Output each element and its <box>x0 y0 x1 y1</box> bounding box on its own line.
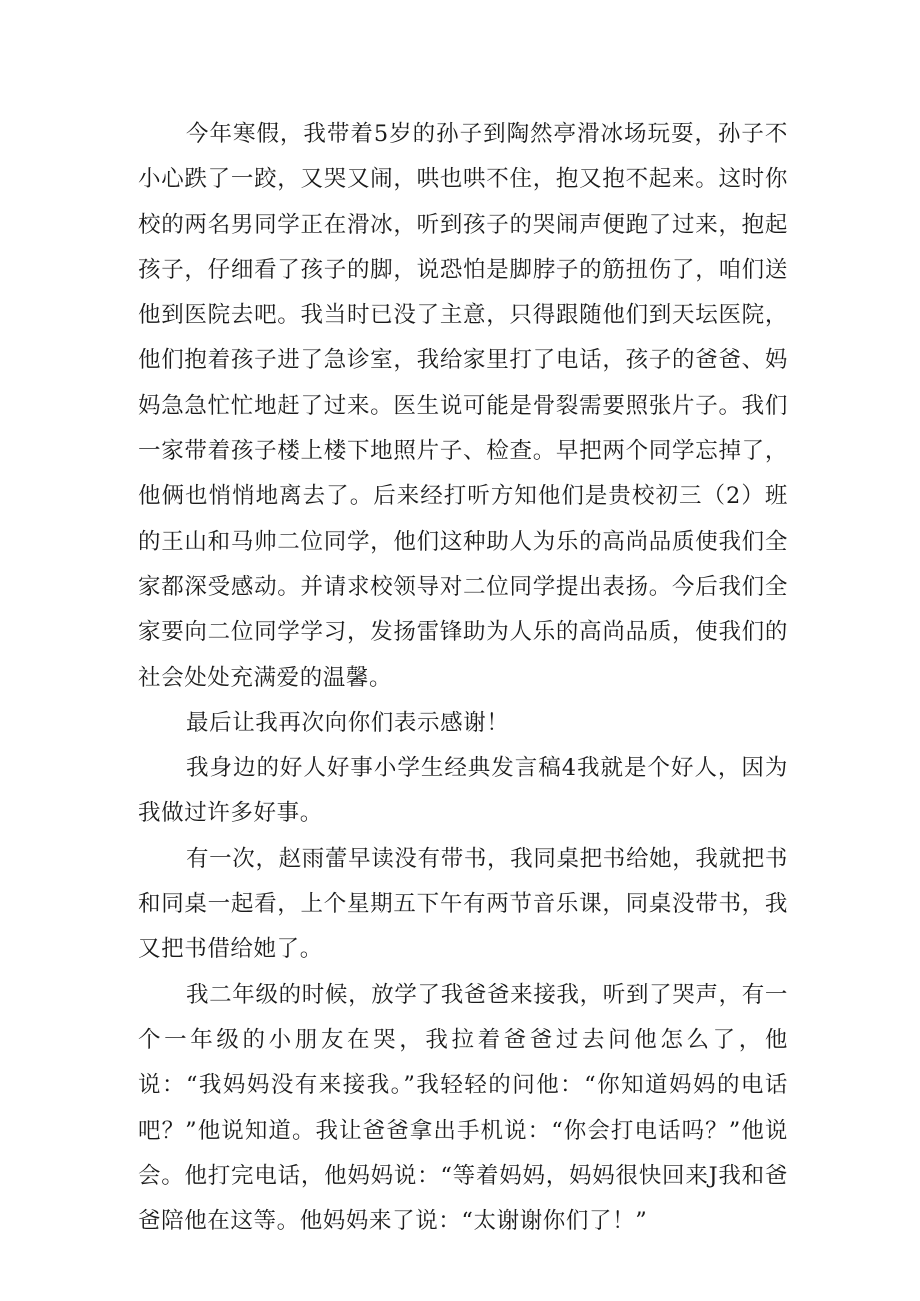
paragraph-sharing-book: 有一次，赵雨蕾早读没有带书，我同桌把书给她，我就把书和同桌一起看，上个星期五下午有两节音乐课，同桌没带书，我又把书借给她了。 <box>138 845 788 963</box>
paragraph-thank-you-letter: 今年寒假，我带着5岁的孙子到陶然亭滑冰场玩耍，孙子不小心跌了一跤，又哭又闹，哄也哄不住，抱又抱不起来。这时你校的两名男同学正在滑冰，听到孩子的哭闹声便跑了过来，抱起孩子，仔细看了孩子的脚，说恐怕是脚脖子的筋扭伤了，咱们送他到医院去吧。我当时已没了主意，只得跟随他们到天坛医院，他们抱着孩子进了急诊室，我给家里打了电话，孩子的爸爸、妈妈急急忙忙地赶了过来。医生说可能是骨裂需要照张片子。我们一家带着孩子楼上楼下地照片子、检查。早把两个同学忘掉了，他俩也悄悄地离去了。后来经打听方知他们是贵校初三（2）班的王山和马帅二位同学，他们这种助人为乐的高尚品质使我们全家都深受感动。并请求校领导对二位同学提出表扬。今后我们全家要向二位同学学习，发扬雷锋助为人乐的高尚品质，使我们的社会处处充满爱的温馨。 <box>138 121 788 691</box>
paragraph-closing-thanks: 最后让我再次向你们表示感谢！ <box>186 709 510 736</box>
paragraph-helping-child: 我二年级的时候，放学了我爸爸来接我，听到了哭声，有一个一年级的小朋友在哭，我拉着爸爸过去问他怎么了，他说：“我妈妈没有来接我。”我轻轻的问他：“你知道妈妈的电话吧？”他说知道。我让爸爸拿出手机说：“你会打电话吗？”他说会。他打完电话，他妈妈说：“等着妈妈，妈妈很快回来J我和爸爸陪他在这等。他妈妈来了说：“太谢谢你们了！” <box>138 981 788 1235</box>
document-body <box>138 112 788 1244</box>
paragraph-speech-intro: 我身边的好人好事小学生经典发言稿4我就是个好人，因为我做过许多好事。 <box>138 755 788 827</box>
